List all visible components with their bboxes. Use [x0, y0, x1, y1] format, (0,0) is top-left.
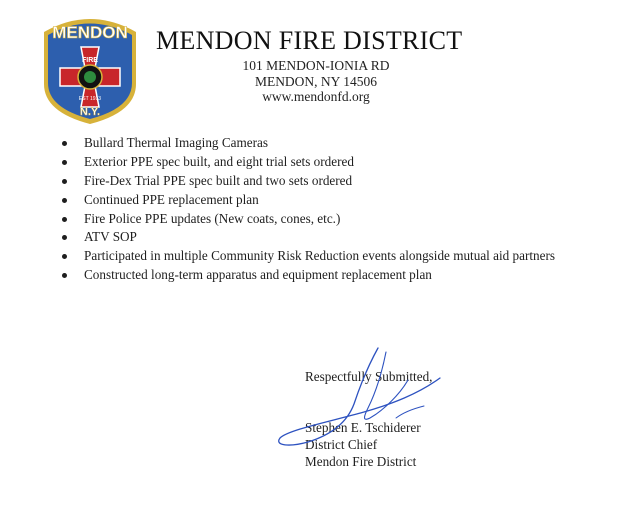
- list-item: Continued PPE replacement plan: [62, 191, 555, 210]
- list-item: Constructed long-term apparatus and equipment replacement plan: [62, 266, 555, 285]
- patch-bottom-text: N.Y.: [79, 106, 101, 118]
- handwritten-signature: [268, 346, 458, 450]
- closing-salutation: Respectfully Submitted,: [305, 369, 433, 384]
- address-city: MENDON, NY 14506: [254, 73, 378, 89]
- district-title: MENDON FIRE DISTRICT: [156, 26, 463, 55]
- list-item: Fire-Dex Trial PPE spec built and two sets ordered: [62, 172, 555, 191]
- signer-title: District Chief: [305, 437, 378, 452]
- accomplishments-list: [62, 134, 555, 285]
- patch-est-text: EST 1913: [78, 96, 102, 102]
- signer-organization: Mendon Fire District: [305, 454, 417, 469]
- address-block: [156, 58, 476, 105]
- list-item: Fire Police PPE updates (New coats, cones, etc.): [62, 210, 555, 229]
- list-item: Participated in multiple Community Risk Reduction events alongside mutual aid partners: [62, 247, 555, 266]
- list-item: Exterior PPE spec built, and eight trial sets ordered: [62, 153, 555, 172]
- website-link[interactable]: www.mendonfd.org: [262, 89, 370, 104]
- address-street: 101 MENDON-IONIA RD: [242, 58, 390, 73]
- list-item: ATV SOP: [62, 228, 555, 247]
- signer-name: Stephen E. Tschiderer: [305, 420, 421, 435]
- patch-center-text: FIRE: [82, 57, 98, 64]
- mendon-fire-patch-logo: [40, 14, 140, 126]
- patch-top-text: MENDON: [52, 23, 128, 42]
- list-item: Bullard Thermal Imaging Cameras: [62, 134, 555, 153]
